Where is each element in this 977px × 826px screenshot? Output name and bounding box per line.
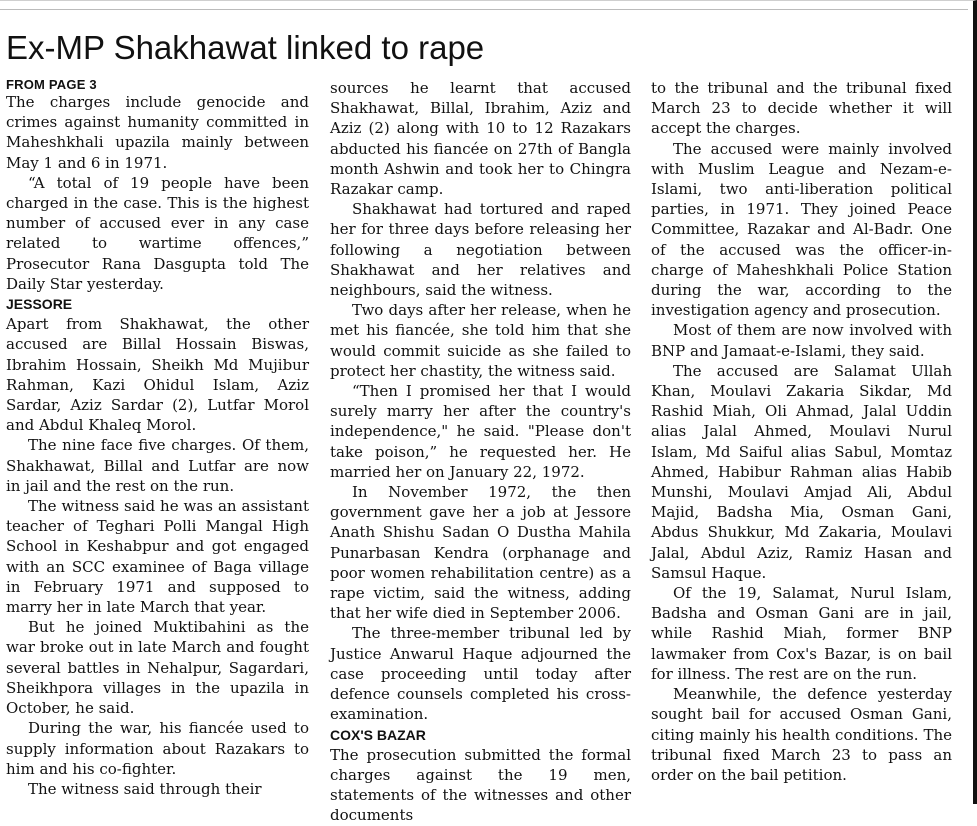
paragraph: Meanwhile, the defence yesterday sought bail for accused Osman Gani, citing mainly his health conditions. The tribunal fixed March 23 to pass an order on the bail petition. bbox=[651, 685, 952, 784]
paragraph: In November 1972, the then government gave her a job at Jessore Anath Shishu Sadan O Dustha Mahila Punarbasan Kendra (orphanage and poor women rehabilitation centre) as a rape victim, said the witness, adding that her wife died in September 2006. bbox=[330, 483, 631, 623]
paragraph: to the tribunal and the tribunal fixed March 23 to decide whether it will accept the charges. bbox=[651, 79, 952, 138]
paragraph: The witness said he was an assistant teacher of Teghari Polli Mangal High School in Keshabpur and got engaged with an SCC examinee of Baga village in February 1971 and supposed to marry her in late March that year. bbox=[6, 497, 309, 617]
column-2 bbox=[330, 78, 631, 825]
paragraph: The prosecution submitted the formal charges against the 19 men, statements of the witnesses and other documents bbox=[330, 745, 631, 825]
paragraph: Shakhawat had tortured and raped her for three days before releasing her following a negotiation between Shakhawat and her relatives and neighbours, said the witness. bbox=[330, 200, 631, 300]
paragraph: During the war, his fiancée used to supply information about Razakars to him and his co-fighter. bbox=[6, 719, 309, 778]
top-rule bbox=[0, 9, 968, 10]
paragraph: sources he learnt that accused Shakhawat, Billal, Ibrahim, Aziz and Aziz (2) along with 10 to 12 Razakars abducted his fiancée on 27th of Bangla month Ashwin and took her to Chingra Razakar camp. bbox=[330, 79, 631, 199]
paragraph: The accused are Salamat Ullah Khan, Moulavi Zakaria Sikdar, Md Rashid Miah, Oli Ahmad, Jalal Uddin alias Jalal Ahmed, Moulavi Nurul Islam, Md Saiful alias Sabul, Momtaz Ahmed, Habibur Rahman alias Habib Munshi, Moulavi Amjad Ali, Abdul Majid, Badsha Mia, Osman Gani, Abdus Shukkur, Md Zakaria, Moulavi Jalal, Abdul Aziz, Ramiz Hasan and Samsul Haque. bbox=[651, 361, 952, 582]
paragraph: Most of them are now involved with BNP and Jamaat-e-Islami, they said. bbox=[651, 321, 952, 360]
column-1 bbox=[6, 78, 309, 804]
paragraph: The nine face five charges. Of them, Shakhawat, Billal and Lutfar are now in jail and the rest on the run. bbox=[6, 436, 309, 495]
paragraph: Apart from Shakhawat, the other accused are Billal Hossain Biswas, Ibrahim Hossain, Sheikh Md Mujibur Rahman, Kazi Ohidul Islam, Aziz Sardar, Aziz Sardar (2), Lutfar Morol and Abdul Khaleq Morol. bbox=[6, 315, 309, 435]
headline: Ex-MP Shakhawat linked to rape bbox=[6, 29, 485, 66]
paragraph: The charges include genocide and crimes against humanity committed in Maheshkhali upazila mainly between May 1 and 6 in 1971. bbox=[6, 93, 309, 172]
paragraph: Two days after her release, when he met his fiancée, she told him that she would commit suicide as she failed to protect her chastity, the witness said. bbox=[330, 301, 631, 380]
paragraph: Of the 19, Salamat, Nurul Islam, Badsha and Osman Gani are in jail, while Rashid Miah, former BNP lawmaker from Cox's Bazar, is on bail for illness. The rest are on the run. bbox=[651, 584, 952, 683]
paragraph: The accused were mainly involved with Muslim League and Nezam-e-Islami, two anti-liberation political parties, in 1971. They joined Peace Committee, Razakar and Al-Badr. One of the accused was the officer-in-charge of Maheshkhali Police Station during the war, according to the investigation agency and prosecution. bbox=[651, 139, 952, 320]
paragraph: But he joined Muktibahini as the war broke out in late March and fought several battles in Nehalpur, Sagardari, Sheikhpora villages in the upazila in October, he said. bbox=[6, 618, 309, 718]
kicker: FROM PAGE 3 bbox=[6, 77, 97, 92]
subhead-jessore: JESSORE bbox=[6, 296, 73, 313]
paragraph: “A total of 19 people have been charged in the case. This is the highest number of accused ever in any case related to wartime offences,” Prosecutor Rana Dasgupta told The Daily Star yesterday. bbox=[6, 173, 309, 293]
paragraph: The witness said through their bbox=[28, 779, 262, 798]
paragraph: “Then I promised her that I would surely marry her after the country's independence," he said. "Please don't take poison,” he requested her. He married her on January 22, 1972. bbox=[330, 382, 631, 481]
column-3 bbox=[651, 78, 952, 804]
subhead-coxs-bazar: COX'S BAZAR bbox=[330, 726, 426, 743]
paragraph: The three-member tribunal led by Justice Anwarul Haque adjourned the case proceeding until today after defence counsels completed his cross-examination. bbox=[330, 624, 631, 724]
